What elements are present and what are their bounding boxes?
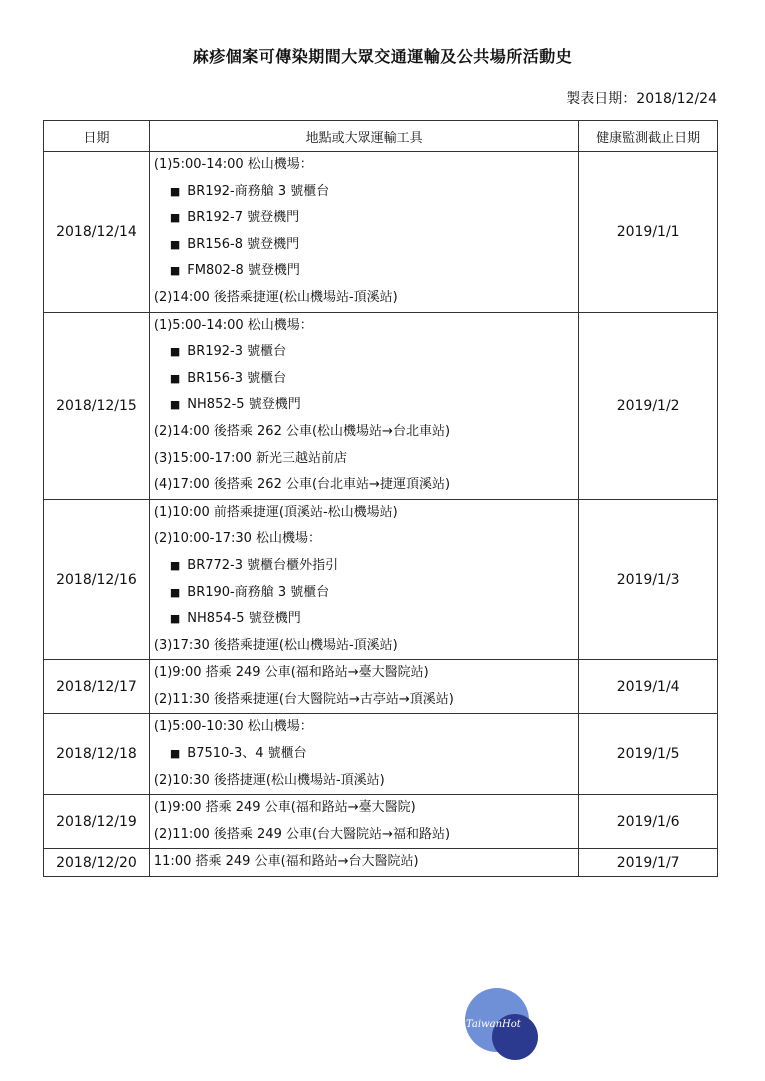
- location-item: (1)9:00 搭乘 249 公車(福和路站→臺大醫院站): [153, 665, 429, 681]
- location-bullet-item: ■ BR156-3 號櫃台: [154, 366, 578, 393]
- header-date: 日期: [44, 121, 150, 152]
- header-monitor-end: 健康監測截止日期: [579, 121, 718, 152]
- row-date: 2018/12/20: [44, 849, 150, 877]
- row-locations: [149, 795, 578, 849]
- row-locations: [149, 849, 578, 877]
- table-row: [44, 499, 718, 660]
- location-item: (2)14:00 後搭乘捷運(松山機場站-頂溪站): [153, 289, 398, 305]
- location-item: (2)14:00 後搭乘 262 公車(松山機場站→台北車站): [153, 423, 451, 439]
- location-bullet-item: ■ NH852-5 號登機門: [154, 392, 578, 419]
- row-monitor-end: 2019/1/2: [579, 312, 718, 499]
- location-bullet-item: ■ BR192-7 號登機門: [154, 205, 578, 232]
- table-row: [44, 312, 718, 499]
- activity-table: [43, 120, 718, 877]
- location-item: (2)11:00 後搭乘 249 公車(台大醫院站→福和路站): [153, 826, 451, 842]
- row-date: 2018/12/16: [44, 499, 150, 660]
- row-date: 2018/12/15: [44, 312, 150, 499]
- location-bullet-item: ■ NH854-5 號登機門: [154, 606, 578, 633]
- row-monitor-end: 2019/1/5: [579, 714, 718, 795]
- table-row: [44, 714, 718, 795]
- location-bullet-item: ■ B7510-3、4 號櫃台: [154, 741, 578, 768]
- taiwanhot-logo: [462, 986, 542, 1062]
- row-monitor-end: 2019/1/4: [579, 660, 718, 714]
- row-date: 2018/12/18: [44, 714, 150, 795]
- row-monitor-end: 2019/1/1: [579, 152, 718, 313]
- location-item: (1)5:00-10:30 松山機場：: [153, 719, 313, 735]
- location-item: 11:00 搭乘 249 公車(福和路站→台大醫院站): [153, 854, 419, 870]
- location-item: (1)5:00-14:00 松山機場：: [153, 317, 313, 333]
- location-bullet-item: ■ BR192-3 號櫃台: [154, 339, 578, 366]
- row-locations: [149, 312, 578, 499]
- location-item: (2)11:30 後搭乘捷運(台大醫院站→古亭站→頂溪站): [153, 691, 454, 707]
- table-row: [44, 849, 718, 877]
- table-row: [44, 660, 718, 714]
- row-monitor-end: 2019/1/7: [579, 849, 718, 877]
- row-monitor-end: 2019/1/3: [579, 499, 718, 660]
- location-item: (2)10:30 後搭捷運(松山機場站-頂溪站): [153, 772, 385, 788]
- row-locations: [149, 660, 578, 714]
- location-item: (4)17:00 後搭乘 262 公車(台北車站→捷運頂溪站): [153, 477, 451, 493]
- location-item: (1)10:00 前搭乘捷運(頂溪站-松山機場站): [153, 504, 398, 520]
- location-item: (2)10:00-17:30 松山機場：: [153, 531, 322, 547]
- table-row: [44, 795, 718, 849]
- location-bullet-item: ■ BR156-8 號登機門: [154, 232, 578, 259]
- location-item: (1)9:00 搭乘 249 公車(福和路站→臺大醫院): [153, 800, 416, 816]
- location-bullet-item: ■ BR772-3 號櫃台櫃外指引: [154, 553, 578, 580]
- row-date: 2018/12/17: [44, 660, 150, 714]
- table-body: [44, 152, 718, 877]
- row-locations: [149, 714, 578, 795]
- document-title: 麻疹個案可傳染期間大眾交通運輸及公共場所活動史: [192, 47, 573, 66]
- table-row: [44, 152, 718, 313]
- location-bullet-item: ■ BR190-商務艙 3 號櫃台: [154, 580, 578, 607]
- row-monitor-end: 2019/1/6: [579, 795, 718, 849]
- row-locations: [149, 499, 578, 660]
- row-date: 2018/12/19: [44, 795, 150, 849]
- logo-text: TaiwanHot: [466, 1019, 521, 1030]
- row-locations: [149, 152, 578, 313]
- location-item: (1)5:00-14:00 松山機場：: [153, 157, 313, 172]
- row-date: 2018/12/14: [44, 152, 150, 313]
- location-item: (3)15:00-17:00 新光三越站前店: [153, 450, 348, 466]
- header-row: [44, 121, 718, 152]
- table-date: 製表日期：2018/12/24: [566, 91, 717, 107]
- location-item: (3)17:30 後搭乘捷運(松山機場站-頂溪站): [153, 637, 398, 653]
- location-bullet-item: ■ FM802-8 號登機門: [154, 258, 578, 285]
- location-bullet-item: ■ BR192-商務艙 3 號櫃台: [154, 179, 578, 206]
- header-location: 地點或大眾運輸工具: [149, 121, 578, 152]
